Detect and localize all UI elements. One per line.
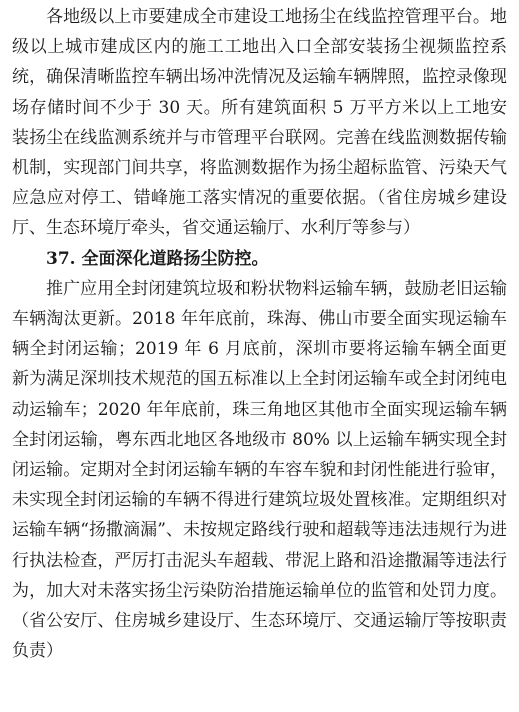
- construction-site-monitoring-paragraph: 各地级以上市要建成全市建设工地扬尘在线监控管理平台。地级以上城市建成区内的施工工地出入口全部安装扬尘视频监控系统，确保清晰监控车辆出场冲洗情况及运输车辆牌照，监控录像现场存储时间不少于 30 天。所有建筑面积 5 万平方米以上工地安装扬尘在线监测系统并与市管理平台联网。完善在线监测数据传输机制，实现部门间共享，将监测数据作为扬尘超标监管、污染天气应急应对停工、错峰施工落实情况的重要依据。（省住房城乡建设厅、生态环境厅牵头，省交通运输厅、水利厅等参与）: [12, 7, 507, 239]
- section-heading-road-dust-control: 37. 全面深化道路扬尘防控。: [46, 248, 269, 269]
- road-dust-control-paragraph: 推广应用全封闭建筑垃圾和粉状物料运输车辆，鼓励老旧运输车辆淘汰更新。2018 年年底前，珠海、佛山市要全面实现运输车辆全封闭运输；2019 年 6 月底前，深圳市要将运输车辆全面更新为满足深圳技术规范的国五标准以上全封闭运输车或全封闭纯电动运输车；2020 年年底前，珠三角地区其他市全面实现运输车辆全封闭运输，粤东西北地区各地级市 80% 以上运输车辆实现全封闭运输。定期对全封闭运输车辆的车容车貌和封闭性能进行验审，未实现全封闭运输的车辆不得进行建筑垃圾处置核准。定期组织对运输车辆“扬撒滴漏”、未按规定路线行驶和超载等违法违规行为进行执法检查，严厉打击泥头车超载、带泥上路和沿途撒漏等违法行为，加大对未落实扬尘污染防治措施运输单位的监管和处罚力度。（省公安厅、住房城乡建设厅、生态环境厅、交通运输厅等按职责负责）: [12, 278, 507, 662]
